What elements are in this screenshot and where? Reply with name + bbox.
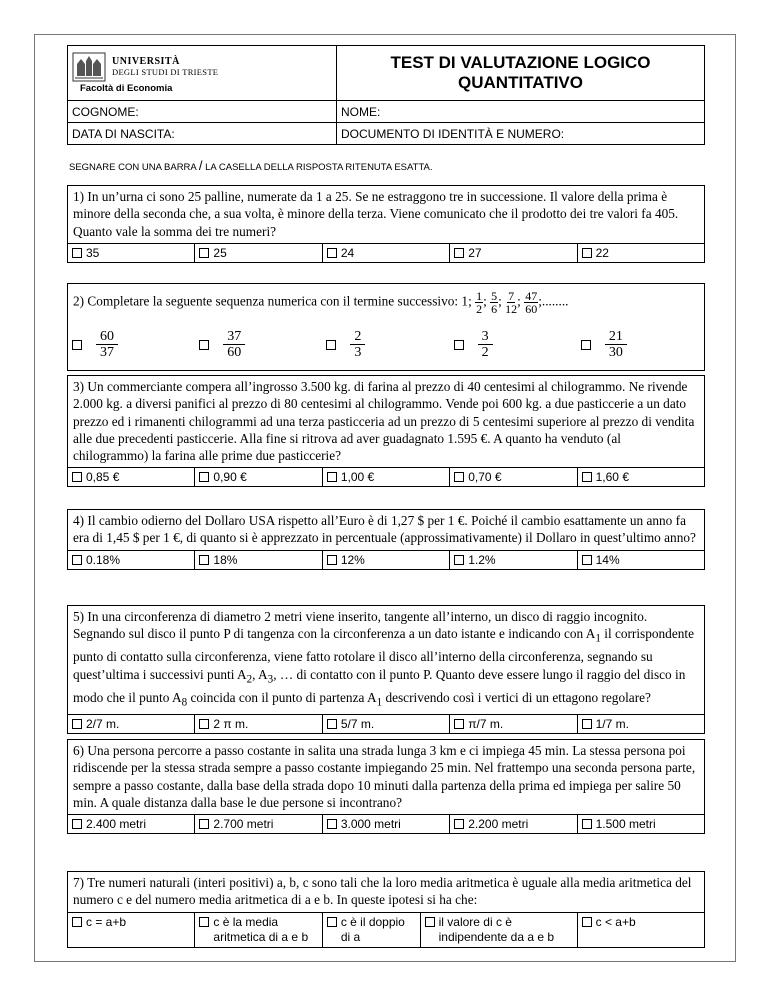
answer-label: 1.500 metri (595, 817, 656, 832)
answer-option[interactable] (195, 715, 322, 733)
question-7 (67, 871, 705, 948)
checkbox-icon[interactable] (582, 819, 592, 829)
question-3 (67, 375, 705, 487)
answer-fraction (478, 329, 493, 360)
name-label-text: NOME: (341, 104, 381, 119)
answer-label: 1/7 m. (595, 717, 629, 732)
answer-label: 0.18% (86, 552, 121, 567)
checkbox-icon[interactable] (199, 248, 209, 258)
question-4-text: 4) Il cambio odierno del Dollaro USA rispetto all’Euro è di 1,27 $ per 1 €. Poiché il cambio esattamente un anno fa era di 1,45 $ per 1 €, di quanto si è apprezzato in percentuale (approssimativamente) il Dollaro in quest’ultimo anno? (73, 513, 696, 546)
answer-label: c = a+b (86, 914, 127, 929)
answer-label: 2.200 metri (468, 817, 529, 832)
checkbox-icon[interactable] (199, 340, 209, 350)
answer-fraction (96, 329, 118, 360)
university-seal-icon (72, 52, 106, 82)
faculty-name: Facoltà di Economia (80, 83, 173, 94)
checkbox-icon[interactable] (454, 248, 464, 258)
name-label[interactable] (337, 101, 705, 123)
university-name-line1: UNIVERSITÀ (112, 56, 180, 67)
answer-option[interactable] (68, 913, 195, 947)
answer-label: 0,70 € (468, 470, 502, 485)
sequence-denominator: 12 (505, 302, 518, 316)
sequence-term (505, 290, 517, 315)
checkbox-icon[interactable] (326, 340, 336, 350)
checkbox-icon[interactable] (199, 819, 209, 829)
checkbox-icon[interactable] (327, 555, 337, 565)
answer-fraction (223, 329, 245, 360)
checkbox-icon[interactable] (199, 719, 209, 729)
answer-option[interactable] (323, 551, 450, 569)
question-5-text (68, 606, 704, 714)
fraction-denominator: 3 (354, 345, 362, 360)
answer-label: c < a+b (595, 914, 636, 929)
fraction-numerator: 21 (605, 329, 627, 345)
question-5-text-part: coincida con il punto di partenza A (187, 689, 377, 705)
document-label[interactable] (337, 123, 705, 145)
question-5 (67, 605, 705, 734)
sequence-denominator: 60 (525, 302, 538, 316)
answer-option[interactable] (195, 244, 322, 262)
answer-label: 14% (595, 552, 620, 567)
answer-label: c è la media aritmetica di a e b (213, 914, 309, 944)
checkbox-icon[interactable] (72, 472, 82, 482)
checkbox-icon[interactable] (199, 555, 209, 565)
checkbox-icon[interactable] (454, 472, 464, 482)
answer-label: 18% (213, 552, 238, 567)
question-5-text-part: , A (252, 666, 268, 682)
instructions-part1: SEGNARE CON UNA BARRA (69, 162, 197, 173)
checkbox-icon[interactable] (582, 719, 592, 729)
answer-label: 2.700 metri (213, 817, 274, 832)
subscript: 1 (595, 632, 601, 645)
surname-label-text: COGNOME: (72, 104, 139, 119)
fraction-denominator: 37 (100, 345, 114, 360)
sequence-denominator: 6 (491, 302, 498, 316)
answer-label: 35 (86, 245, 100, 260)
university-name-line2: DEGLI STUDI DI TRIESTE (112, 67, 219, 77)
answer-option[interactable] (577, 327, 704, 362)
answer-option[interactable] (450, 551, 577, 569)
answer-label: 1,60 € (595, 470, 629, 485)
answer-option[interactable] (68, 468, 195, 486)
subscript: 2 (246, 673, 253, 686)
fraction-denominator: 30 (608, 345, 623, 360)
answer-label: 24 (340, 245, 355, 260)
question-1-options (68, 243, 704, 262)
answer-option[interactable] (578, 551, 704, 569)
checkbox-icon[interactable] (72, 340, 82, 350)
answer-option[interactable] (68, 244, 195, 262)
answer-label: 0,90 € (213, 470, 247, 485)
answer-option[interactable] (450, 327, 577, 362)
answer-option[interactable] (323, 715, 450, 733)
checkbox-icon[interactable] (454, 819, 464, 829)
checkbox-icon[interactable] (72, 555, 82, 565)
page-frame (34, 34, 736, 962)
answer-option[interactable] (450, 244, 577, 262)
checkbox-icon[interactable] (454, 555, 464, 565)
checkbox-icon[interactable] (199, 917, 209, 927)
answer-option[interactable] (578, 913, 704, 947)
answer-option[interactable] (322, 327, 449, 362)
checkbox-icon[interactable] (582, 472, 592, 482)
question-6-options (68, 814, 704, 833)
sequence-numerator: 47 (525, 289, 538, 303)
answer-label: 25 (213, 245, 227, 260)
question-7-text: 7) Tre numeri naturali (interi positivi) a, b, c sono tali che la loro media aritmetica è uguale alla media aritmetica del numero c e del numero media aritmetica di a e b. In queste ipotesi si ha che: (73, 875, 692, 908)
answer-label: c è il doppio di a (340, 914, 405, 944)
checkbox-icon[interactable] (327, 917, 337, 927)
fraction-denominator: 60 (227, 345, 242, 360)
subscript: 3 (267, 673, 274, 686)
answer-option[interactable] (578, 815, 704, 833)
answer-fraction (605, 329, 627, 360)
test-title: TEST DI VALUTAZIONE LOGICO QUANTITATIVO (337, 46, 705, 101)
subscript: 8 (181, 696, 188, 709)
checkbox-icon[interactable] (582, 555, 592, 565)
logo-cell (68, 46, 337, 101)
checkbox-icon[interactable] (327, 819, 337, 829)
answer-fraction (350, 329, 365, 360)
answer-option[interactable] (578, 468, 704, 486)
answer-option[interactable] (195, 468, 322, 486)
answer-option[interactable] (323, 815, 450, 833)
answer-label: il valore di c è indipendente da a e b (438, 914, 555, 944)
instructions-part2: LA CASELLA DELLA RISPOSTA RITENUTA ESATTA. (205, 162, 433, 173)
checkbox-icon[interactable] (425, 917, 435, 927)
answer-option[interactable] (323, 468, 450, 486)
sequence-numerator: 1 (476, 289, 483, 303)
fraction-numerator: 2 (350, 329, 365, 345)
answer-label: 1.2% (468, 552, 496, 567)
question-3-text: 3) Un commerciante compera all’ingrosso 3.500 kg. di farina al prezzo di 40 centesimi al chilogrammo. Ne rivende 2.000 kg. a diversi panifici al prezzo di 80 centesimi al chilogrammo. Vende poi 600 kg. a due pasticcerie a un dato prezzo ed i rimanenti chilogrammi ad una terza pasticceria ad un prezzo di 5 centesimi superiore al prezzo di vendita alle due precedenti pasticcerie. Alla fine si ritrova ad aver guadagnato 1.595 €. A quanto ha venduto (al chilogrammo) la farina alle prime due pasticcerie? (73, 379, 695, 464)
question-3-options (68, 467, 704, 486)
question-6-text: 6) Una persona percorre a passo costante in salita una strada lunga 3 km e ci impiega 45 min. La stessa persona poi ridiscende per la stessa strada sempre a passo costante impiegando 25 min. Nel frattempo una seconda persona parte, sempre a passo costante, dalla base della strada dopo 10 minuti dalla partenza della prima ed impiega per salire 50 min. A quale distanza dalla base le due persone si incontrano? (73, 743, 696, 810)
answer-label: π/7 m. (468, 717, 504, 732)
fraction-numerator: 3 (478, 329, 493, 345)
answer-option[interactable] (68, 815, 195, 833)
fraction-denominator: 2 (481, 345, 489, 360)
fraction-numerator: 60 (96, 329, 118, 345)
question-4 (67, 509, 705, 570)
answer-option[interactable] (68, 327, 195, 362)
sequence-term (524, 290, 538, 315)
answer-option[interactable] (68, 715, 195, 733)
sequence-denominator: 2 (476, 302, 483, 316)
sequence-numerator: 5 (491, 289, 498, 303)
question-5-text-part: il corrispondente punto di contatto sulla circonferenza, viene fatto rotolare il disco all’interno della circonferenza, segnando su quest’ultima i successivi punti A (73, 626, 694, 682)
checkbox-icon[interactable] (454, 340, 464, 350)
question-6 (67, 739, 705, 834)
surname-label[interactable] (68, 101, 337, 123)
answer-option[interactable] (195, 815, 322, 833)
question-5-text-part: 5) In una circonferenza di diametro 2 metri viene inserito, tangente all’interno, un disco di raggio incognito. Segnando sul disco il punto P di tangenza con la circonferenza a un dato istante e indicando con A (73, 609, 648, 642)
checkbox-icon[interactable] (327, 719, 337, 729)
answer-label: 3.000 metri (340, 817, 401, 832)
checkbox-icon[interactable] (72, 248, 82, 258)
fraction-numerator: 37 (223, 329, 245, 345)
answer-label: 5/7 m. (340, 717, 375, 732)
question-1 (67, 185, 705, 263)
question-5-text-part: descrivendo così i vertici di un ettagono regolare? (382, 689, 651, 705)
answer-option[interactable] (323, 244, 450, 262)
sequence-term (490, 290, 498, 315)
header-table (67, 45, 705, 145)
checkbox-icon[interactable] (199, 472, 209, 482)
instructions-slash: / (198, 158, 203, 173)
question-2-text: 2) Completare la seguente sequenza numerica con il termine successivo: 1; $\frac{1}{2}$ ; $\frac{5}{6}$ ; $\frac{7}{12}$ ; $\frac{47}{60}$ ;........ (73, 289, 569, 316)
checkbox-icon[interactable] (454, 719, 464, 729)
birthdate-label-text: DATA DI NASCITA: (72, 126, 175, 141)
question-5-options (68, 714, 704, 733)
document-label-text: DOCUMENTO DI IDENTITÀ E NUMERO: (341, 126, 565, 141)
answer-label: 2.400 metri (86, 817, 147, 832)
sequence-term (475, 290, 483, 315)
answer-label: 22 (595, 245, 609, 260)
checkbox-icon[interactable] (582, 248, 592, 258)
question-2-options (68, 321, 704, 370)
answer-option[interactable] (450, 715, 577, 733)
checkbox-icon[interactable] (582, 917, 592, 927)
answer-label: 0,85 € (86, 470, 120, 485)
checkbox-icon[interactable] (72, 719, 82, 729)
answer-option[interactable] (421, 913, 578, 947)
question-4-options (68, 550, 704, 569)
answer-label: 27 (468, 245, 482, 260)
subscript: 1 (376, 696, 383, 709)
question-2-prompt: 2) Completare la seguente sequenza numerica con il termine successivo: 1; (73, 293, 472, 309)
question-1-text: 1) In un’urna ci sono 25 palline, numerate da 1 a 25. Se ne estraggono tre in successione. Il valore della prima è minore della seconda che, a sua volta, è minore della terza. Viene comunicato che il prodotto dei tre valori fa 405. Quanto vale la somma dei tre numeri? (73, 189, 679, 239)
answer-option[interactable] (195, 913, 322, 947)
answer-label: 2/7 m. (86, 717, 120, 732)
answer-option[interactable] (195, 551, 322, 569)
sequence-tail: ;........ (538, 293, 569, 309)
instructions (69, 158, 433, 173)
answer-option[interactable] (195, 327, 322, 362)
answer-option[interactable] (578, 244, 704, 262)
answer-option[interactable] (323, 913, 421, 947)
checkbox-icon[interactable] (72, 917, 82, 927)
checkbox-icon[interactable] (581, 340, 591, 350)
answer-label: 1,00 € (340, 470, 375, 485)
answer-option[interactable] (450, 815, 577, 833)
answer-option[interactable] (68, 551, 195, 569)
answer-option[interactable] (450, 468, 577, 486)
question-2 (67, 283, 705, 371)
sequence-numerator: 7 (508, 289, 515, 303)
answer-label: 2 π m. (213, 717, 249, 732)
checkbox-icon[interactable] (72, 819, 82, 829)
question-5-text-part: , … di contatto con il punto P. Quanto deve essere lungo il raggio del disco in modo che il punto A (73, 666, 686, 705)
answer-option[interactable] (578, 715, 704, 733)
question-7-options (68, 912, 704, 947)
checkbox-icon[interactable] (327, 472, 337, 482)
birthdate-label[interactable] (68, 123, 337, 145)
answer-label: 12% (340, 552, 365, 567)
checkbox-icon[interactable] (327, 248, 337, 258)
